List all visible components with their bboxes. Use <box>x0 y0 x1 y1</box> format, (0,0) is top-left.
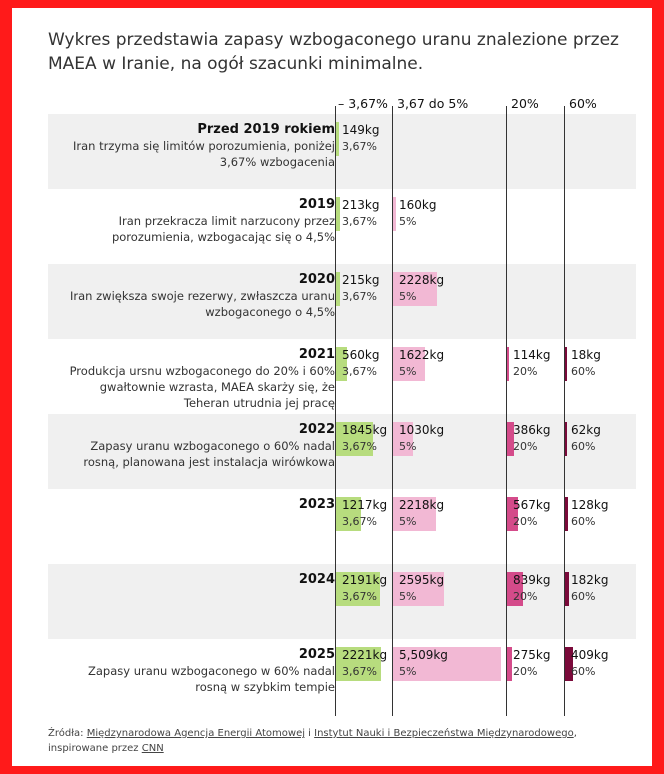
bar-percent-label: 5% <box>399 665 417 678</box>
row-description: Iran trzyma się limitów porozumienia, poniżej 3,67% wzbogacenia <box>72 139 335 169</box>
row-description: Produkcja ursnu wzbogaconego do 20% i 60% gwałtownie wzrasta, MAEA skarży się, że Teheran utrudnia jej pracę <box>69 364 335 410</box>
bar-value-label: 2218kg <box>399 498 445 512</box>
bar-value-label: 149kg <box>342 123 380 137</box>
bar-percent-label: 20% <box>513 665 538 678</box>
bar-percent-label: 5% <box>399 215 417 228</box>
bar-value-label: 18kg <box>571 348 601 362</box>
bar-value-label: 1622kg <box>399 348 445 362</box>
bar-percent-label: 3,67% <box>342 140 377 153</box>
bar-value-label: 213kg <box>342 198 380 212</box>
bar-value-label: 839kg <box>513 573 551 587</box>
bar-percent-label: 3,67% <box>342 440 377 453</box>
bar-value-label: 560kg <box>342 348 380 362</box>
row-year-label: 2024 <box>298 572 335 587</box>
row-year-label: 2025 <box>298 647 335 662</box>
source-link-cnn[interactable]: CNN <box>141 743 164 754</box>
bar-percent-label: 5% <box>399 590 417 603</box>
bar-percent-label: 20% <box>513 590 538 603</box>
bar-percent-label: 5% <box>399 515 417 528</box>
bar-percent-label: 60% <box>571 440 596 453</box>
bar-value-label: 275kg <box>513 648 551 662</box>
bar-percent-label: 3,67% <box>342 590 377 603</box>
bar-percent-label: 60% <box>571 365 596 378</box>
bar-c4 <box>565 572 569 606</box>
row-year-label: 2021 <box>298 347 335 362</box>
bar-value-label: 1217kg <box>342 498 388 512</box>
source-middle: , inspirowane przez <box>48 728 577 754</box>
row-year-label: 2019 <box>298 197 335 212</box>
bar-c4 <box>565 422 567 456</box>
bar-value-label: 567kg <box>513 498 551 512</box>
column-header: 3,67 do 5% <box>397 96 469 111</box>
bar-value-label: 409kg <box>571 648 609 662</box>
bar-percent-label: 5% <box>399 440 417 453</box>
bar-value-label: 1030kg <box>399 423 445 437</box>
bar-c1 <box>336 122 339 156</box>
bar-percent-label: 3,67% <box>342 665 377 678</box>
bar-percent-label: 3,67% <box>342 515 377 528</box>
row-year-label: Przed 2019 rokiem <box>197 122 335 137</box>
bar-c3 <box>507 347 509 381</box>
column-header: – 3,67% <box>338 96 388 111</box>
source-link-iaea[interactable]: Międzynarodowa Agencja Energii Atomowej <box>86 728 305 739</box>
row-description: Zapasy uranu wzbogaconego w 60% nadal rosną w szybkim tempie <box>87 664 335 694</box>
row-description: Iran przekracza limit narzucony przez porozumienia, wzbogacając się o 4,5% <box>111 214 335 244</box>
chart-card <box>12 8 652 766</box>
bar-value-label: 2595kg <box>399 573 445 587</box>
row-description: Zapasy uranu wzbogaconego o 60% nadal rosną, planowana jest instalacja wirówkowa <box>83 439 335 469</box>
bar-percent-label: 5% <box>399 365 417 378</box>
bar-value-label: 2228kg <box>399 273 445 287</box>
bar-value-label: 114kg <box>513 348 551 362</box>
chart-title: Wykres przedstawia zapasy wzbogaconego uranu znalezione przez MAEA w Iranie, na ogół szacunki minimalne. <box>48 30 619 74</box>
row-year-label: 2022 <box>298 422 335 437</box>
row-year-label: 2023 <box>298 497 335 512</box>
bar-percent-label: 5% <box>399 290 417 303</box>
source-note <box>48 726 638 756</box>
bar-value-label: 160kg <box>399 198 437 212</box>
bar-percent-label: 20% <box>513 365 538 378</box>
bar-percent-label: 3,67% <box>342 365 377 378</box>
source-sep: i <box>305 728 315 739</box>
bar-percent-label: 60% <box>571 515 596 528</box>
bar-percent-label: 3,67% <box>342 290 377 303</box>
bar-percent-label: 60% <box>571 590 596 603</box>
bar-c4 <box>565 497 568 531</box>
bar-c4 <box>565 347 567 381</box>
bar-value-label: 182kg <box>571 573 609 587</box>
bar-c3 <box>507 647 512 681</box>
bar-value-label: 1845kg <box>342 423 388 437</box>
bar-percent-label: 20% <box>513 515 538 528</box>
column-divider <box>564 106 565 716</box>
bar-value-label: 215kg <box>342 273 380 287</box>
column-divider <box>506 106 507 716</box>
bar-c1 <box>336 197 340 231</box>
bar-value-label: 62kg <box>571 423 601 437</box>
column-header: 60% <box>569 96 597 111</box>
column-header: 20% <box>511 96 539 111</box>
bar-percent-label: 3,67% <box>342 215 377 228</box>
bar-value-label: 128kg <box>571 498 609 512</box>
bar-value-label: 5,509kg <box>399 648 448 662</box>
row-year-label: 2020 <box>298 272 335 287</box>
source-prefix: Źródła: <box>48 728 87 739</box>
bar-value-label: 2221kg <box>342 648 388 662</box>
bar-c2 <box>393 197 396 231</box>
source-link-isis[interactable]: Instytut Nauki i Bezpieczeństwa Międzynarodowego <box>314 728 574 739</box>
bar-percent-label: 20% <box>513 440 538 453</box>
bar-c1 <box>336 272 340 306</box>
bar-percent-label: 60% <box>571 665 596 678</box>
bar-value-label: 2191kg <box>342 573 388 587</box>
row-description: Iran zwiększa swoje rezerwy, zwłaszcza uranu wzbogaconego o 4,5% <box>70 289 335 319</box>
bar-value-label: 386kg <box>513 423 551 437</box>
